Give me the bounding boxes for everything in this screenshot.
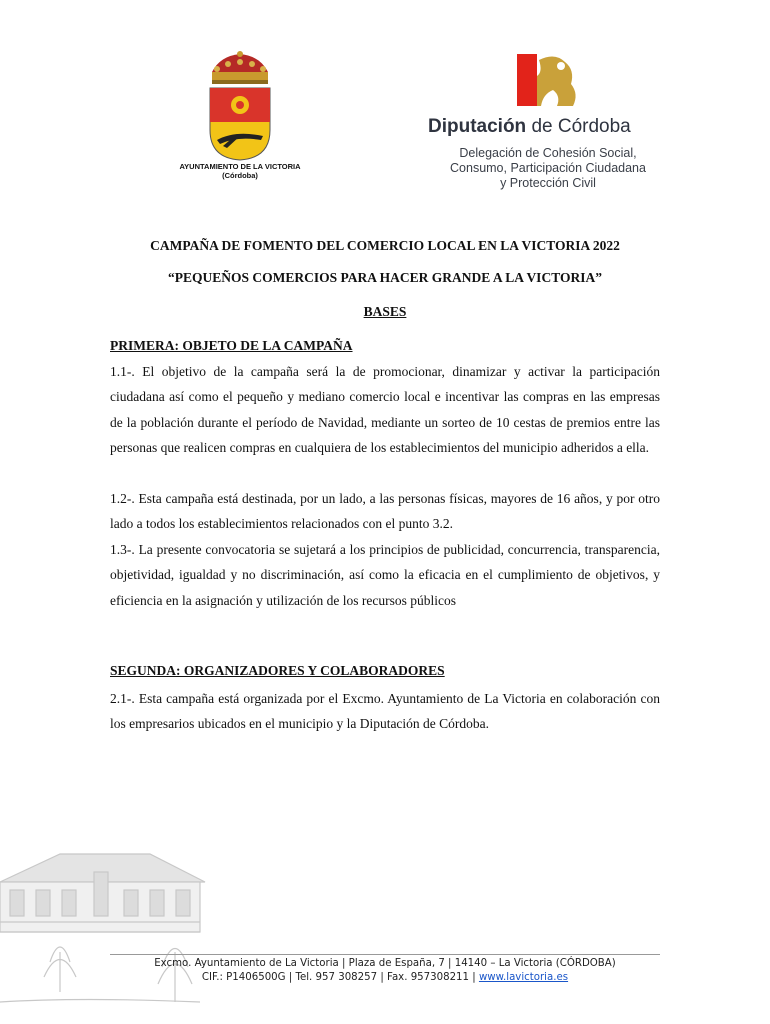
website-link[interactable]: www.lavictoria.es <box>478 972 569 983</box>
diputacion-name <box>428 116 631 138</box>
document-subtitle-bases: BASES <box>363 304 407 319</box>
diputacion-name-bold: Diputación <box>428 116 527 137</box>
document-title: CAMPAÑA DE FOMENTO DEL COMERCIO LOCAL EN LA VICTORIA 2022 <box>150 238 620 253</box>
footer-contact <box>110 971 660 985</box>
ayuntamiento-logo <box>165 50 315 190</box>
caption-line-1: AYUNTAMIENTO DE LA VICTORIA <box>179 162 301 171</box>
ayuntamiento-caption <box>165 162 315 180</box>
footer-divider <box>110 954 660 955</box>
coat-of-arms-icon <box>165 50 315 162</box>
paragraph-1-3: 1.3-. La presente convocatoria se sujetará a los principios de publicidad, concurrencia, transparencia, objetividad, igualdad y no discriminación, así como la eficacia en el cumplimiento de objetivos, y eficiencia en la asignación y utilización de los recursos públicos <box>110 542 660 608</box>
subtitle-line-3: y Protección Civil <box>500 176 596 190</box>
footer-contact-text: CIF.: P1406500G | Tel. 957 308257 | Fax. 957308211 | <box>201 972 479 983</box>
diputacion-logo <box>425 50 685 195</box>
paragraph-2-1: 2.1-. Esta campaña está organizada por el Excmo. Ayuntamiento de La Victoria en colaboración con los empresarios ubicados en el municipio y la Diputación de Córdoba. <box>110 691 660 732</box>
footer <box>110 957 660 985</box>
subtitle-line-2: Consumo, Participación Ciudadana <box>450 161 646 175</box>
paragraph-1-2: 1.2-. Esta campaña está destinada, por un lado, a las personas físicas, mayores de 16 años, y por otro lado a todos los establecimientos relacionados con el punto 3.2. <box>110 491 660 532</box>
section-heading-segunda: SEGUNDA: ORGANIZADORES Y COLABORADORES <box>110 663 445 678</box>
town-hall-watermark-icon <box>0 852 210 1024</box>
diputacion-emblem-icon <box>425 50 685 112</box>
caption-line-2: (Córdoba) <box>222 171 258 180</box>
subtitle-line-1: Delegación de Cohesión Social, <box>459 146 637 160</box>
footer-address: Excmo. Ayuntamiento de La Victoria | Plaza de España, 7 | 14140 – La Victoria (CÓRDOBA) <box>154 958 616 969</box>
document-slogan: “PEQUEÑOS COMERCIOS PARA HACER GRANDE A LA VICTORIA” <box>168 270 602 285</box>
diputacion-subtitle <box>433 146 663 191</box>
paragraph-1-1: 1.1-. El objetivo de la campaña será la de promocionar, dinamizar y activar la participación ciudadana así como el pequeño y mediano comercio local e incentivar las compras en las empresas de la población durante el período de Navidad, mediante un sorteo de 10 cestas de premios entre las personas que realicen compras en cualquiera de los establecimientos del municipio adheridos a ella. <box>110 364 660 456</box>
section-heading-primera: PRIMERA: OBJETO DE LA CAMPAÑA <box>110 338 353 353</box>
diputacion-name-rest: de Córdoba <box>526 116 631 137</box>
